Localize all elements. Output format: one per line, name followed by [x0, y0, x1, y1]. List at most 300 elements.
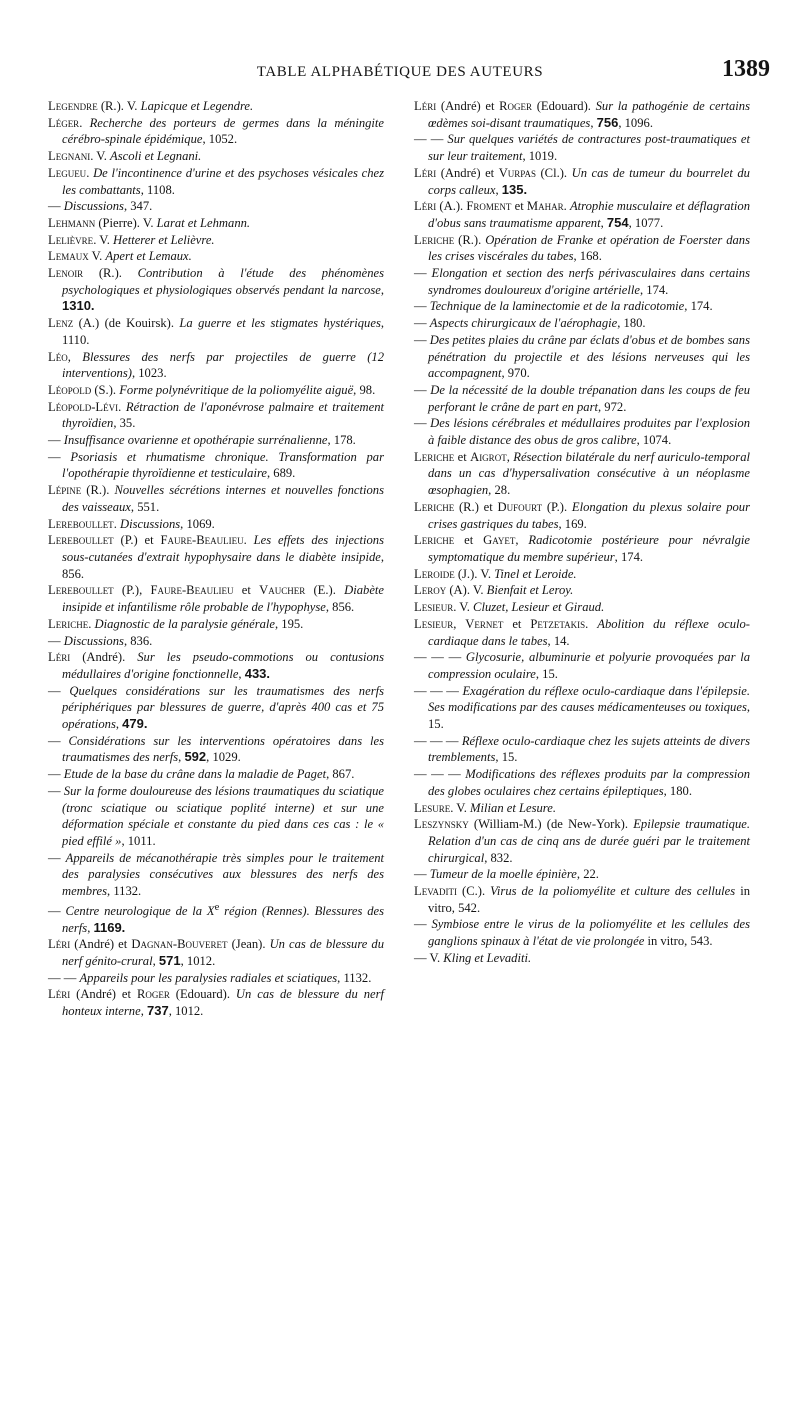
- entry-text: — —: [48, 970, 80, 985]
- index-entry: [414, 165, 750, 198]
- page-reference: 433.: [244, 665, 271, 681]
- author-name: Léri: [414, 99, 437, 113]
- index-entry: [414, 599, 750, 616]
- author-name: Léopold: [48, 382, 92, 397]
- entry-text: ,: [87, 920, 94, 935]
- index-entry: [414, 499, 750, 532]
- index-entry: [414, 800, 750, 817]
- entry-text: (C.).: [457, 884, 491, 899]
- index-entry: [48, 148, 384, 165]
- entry-title: Les effets des injections sous-cutanées d'extrait hypophysaire dans le diabète insipide: [62, 533, 385, 564]
- entry-text: —: [414, 299, 430, 314]
- index-entry: [414, 532, 750, 565]
- entry-text: —: [414, 416, 431, 431]
- author-name: Vaucher: [259, 583, 306, 598]
- index-entry: [48, 783, 384, 850]
- entry-title: Milian et Lesure.: [470, 800, 556, 815]
- author-name: Lehmann: [48, 215, 96, 230]
- entry-text: (E.).: [305, 583, 345, 598]
- entry-text: —: [48, 449, 71, 464]
- entry-title: Insuffisance ovarienne et opothérapie surrénalienne: [63, 433, 328, 448]
- index-entry: [414, 265, 750, 298]
- entry-title: Technique de la laminectomie et de la radicotomie: [429, 299, 685, 314]
- superscript: e: [214, 901, 220, 913]
- entry-text: ,: [67, 349, 83, 364]
- entry-text: ,: [238, 666, 245, 681]
- entry-text: , 856.: [62, 549, 384, 581]
- entry-title: Psoriasis et rhumatisme chronique. Transformation par l'opothérapie thyroïdienne et testiculaire: [62, 449, 384, 481]
- page-reference: 754: [606, 214, 629, 230]
- index-entry: [48, 215, 384, 232]
- entry-title: Aspects chirurgicaux de l'aérophagie: [429, 316, 618, 331]
- index-entry: [414, 332, 750, 382]
- entry-text: in vitro, 543.: [644, 934, 713, 949]
- entry-text: —: [48, 733, 69, 748]
- entry-text: —: [414, 867, 430, 882]
- entry-title: Rétraction de l'aponévrose palmaire et traitement thyroïdien: [62, 399, 384, 431]
- entry-text: —: [48, 783, 64, 798]
- author-name: Léger: [48, 115, 80, 130]
- index-entry: [414, 415, 750, 448]
- entry-text: ,: [140, 1004, 147, 1019]
- index-entry: [48, 165, 384, 198]
- entry-title: Un cas de tumeur du bourrelet du corps calleux: [428, 165, 750, 197]
- author-name: Legueu: [48, 165, 87, 180]
- entry-text: , 1011.: [121, 833, 156, 848]
- entry-text: , 180.: [617, 316, 646, 331]
- entry-text: (Jean).: [227, 937, 270, 952]
- index-entry: [48, 683, 384, 733]
- entry-text: .: [86, 165, 94, 180]
- index-entry: [414, 98, 750, 131]
- entry-text: , 1023.: [131, 366, 167, 381]
- index-entry: [48, 382, 384, 399]
- entry-text: (Cl.).: [535, 165, 572, 180]
- entry-text: . V.: [90, 149, 111, 164]
- entry-title: Tumeur de la moelle épinière: [429, 867, 577, 882]
- entry-text: , 551.: [130, 499, 160, 514]
- entry-text: ,: [600, 215, 607, 230]
- entry-title: Bienfait et Leroy.: [486, 583, 574, 598]
- author-name: Petzetakis: [530, 616, 586, 631]
- entry-text: —: [414, 316, 430, 331]
- author-name: Léri: [48, 987, 71, 1002]
- entry-text: , 1069.: [180, 516, 215, 531]
- author-name: Léri: [414, 165, 437, 180]
- index-entry: [414, 616, 750, 649]
- entry-text: , 1096.: [618, 115, 653, 130]
- entry-text: —: [414, 917, 432, 932]
- author-name: Leszynsky: [414, 817, 469, 832]
- entry-text: .: [88, 616, 95, 631]
- entry-title: La guerre et les stigmates hystériques: [179, 316, 381, 331]
- entry-title: Centre neurologique de la X: [65, 903, 215, 918]
- entry-title: Cluzet, Lesieur et Giraud.: [473, 600, 605, 615]
- entry-text: ,: [453, 616, 466, 631]
- index-entry: [48, 766, 384, 783]
- entry-title: Discussions: [119, 516, 181, 531]
- author-name: Gayet: [483, 533, 516, 548]
- entry-title: Symbiose entre le virus de la poliomyélite et les cellules des ganglions spinaux à l'état de vie prolongée: [428, 917, 750, 949]
- author-name: Froment: [466, 199, 512, 214]
- entry-title: Kling et Levaditi.: [443, 950, 532, 965]
- left-column: [48, 98, 384, 1020]
- entry-text: (A). V.: [446, 583, 487, 598]
- entry-title: Abolition du réflexe oculo-cardiaque dans le tabes: [428, 616, 750, 648]
- author-name: Faure-Beaulieu: [160, 533, 244, 548]
- entry-text: , 836.: [123, 633, 153, 648]
- entry-title: Blessures des nerfs par projectiles de guerre (12 interventions): [62, 349, 384, 381]
- author-name: Leriche: [414, 533, 455, 548]
- author-name: Lereboullet: [48, 583, 114, 598]
- entry-text: et: [454, 533, 484, 548]
- index-entry: [48, 248, 384, 265]
- author-name: Léopold-Lévi: [48, 399, 119, 414]
- entry-text: — —: [414, 132, 448, 147]
- author-name: Lenoir: [48, 266, 84, 281]
- page-reference: 756: [596, 114, 619, 130]
- author-name: Roger: [136, 987, 170, 1002]
- index-entry: [414, 683, 750, 733]
- entry-text: .: [243, 533, 254, 548]
- entry-text: —: [48, 903, 66, 918]
- author-name: Aigrot: [470, 449, 507, 464]
- entry-title: Elongation et section des nerfs périvasculaires dans certains syndromes douloureux d'origine artérielle: [428, 266, 750, 297]
- entry-title: Résection bilatérale du nerf auriculo-temporal dans un cas d'hypersalivation consécutive à un néoplasme œsophagien: [428, 449, 750, 498]
- entry-text: . V.: [450, 800, 471, 815]
- entry-text: , 15.: [535, 666, 558, 681]
- entry-text: — V.: [414, 950, 444, 965]
- entry-text: (S.).: [91, 382, 120, 397]
- entry-text: — — —: [414, 767, 466, 782]
- entry-text: (André).: [70, 650, 138, 665]
- entry-text: (Edouard).: [532, 99, 596, 113]
- page-reference: 1310.: [62, 298, 95, 314]
- entry-title: Modifications des réflexes produits par la compression des globes oculaires chez certains épileptiques: [428, 767, 750, 798]
- entry-text: —: [414, 266, 432, 281]
- entry-text: —: [48, 683, 70, 698]
- index-entry: [48, 616, 384, 633]
- entry-text: et: [233, 583, 260, 598]
- entry-title: Recherche des porteurs de germes dans la méningite cérébro-spinale épidémique: [62, 115, 385, 147]
- index-entry: [48, 198, 384, 215]
- author-name: Léo: [48, 349, 68, 364]
- entry-text: , 1110.: [62, 316, 384, 347]
- entry-title: Diabète insipide et infantilisme rôle probable de l'hypophyse: [62, 583, 384, 615]
- author-name: Faure-Beaulieu: [150, 583, 234, 598]
- entry-text: , 174.: [614, 549, 644, 564]
- entry-text: V.: [88, 249, 106, 264]
- entry-text: , 14.: [547, 633, 570, 648]
- entry-text: (P.).: [542, 499, 572, 514]
- entry-text: , 22.: [576, 867, 599, 882]
- entry-title: Sur quelques variétés de contractures post-traumatiques et sur leur traitement: [428, 132, 750, 164]
- entry-title: Contribution à l'étude des phénomènes psychologiques et physiologiques observés pendant la narcose: [62, 266, 384, 297]
- entry-text: , 1074.: [636, 433, 672, 448]
- entry-title: Des lésions cérébrales et médullaires produites par l'explosion à faible distance des obus de gros calibre: [428, 416, 750, 448]
- running-title: TABLE ALPHABÉTIQUE DES AUTEURS: [256, 64, 544, 80]
- entry-text: ,: [590, 115, 597, 130]
- index-entry: [48, 733, 384, 766]
- entry-text: —: [48, 767, 64, 782]
- index-entry: [414, 382, 750, 415]
- index-entry: [48, 633, 384, 650]
- entry-title: Hetterer et Lelièvre.: [113, 232, 215, 247]
- page-reference: 737: [146, 1003, 169, 1019]
- entry-text: (William-M.) (de New-York).: [468, 817, 634, 832]
- entry-text: (André) et: [70, 987, 137, 1002]
- author-name: Lépine: [48, 483, 82, 498]
- author-name: Leriche: [414, 449, 455, 464]
- entry-title: Sur la pathogénie de certains œdèmes soi-disant traumatiques: [428, 99, 750, 130]
- index-entry: [48, 399, 384, 432]
- index-entry: [48, 986, 384, 1019]
- entry-title: région (Rennes). Blessures des nerfs: [62, 903, 385, 935]
- entry-text: — — —: [414, 683, 463, 698]
- index-entry: [48, 582, 384, 615]
- entry-text: —: [48, 199, 64, 214]
- author-name: Vurpas: [498, 165, 536, 180]
- author-name: Legnani: [48, 149, 91, 164]
- entry-text: (Pierre). V.: [95, 215, 157, 230]
- entry-text: (R.).: [83, 266, 138, 281]
- entry-title: Discussions: [63, 199, 124, 214]
- entry-text: et: [454, 449, 471, 464]
- index-entry: [414, 816, 750, 866]
- author-name: Leroide: [414, 566, 455, 581]
- index-entry: [414, 950, 750, 967]
- entry-title: Tinel et Leroide.: [494, 566, 577, 581]
- index-entry: [48, 115, 384, 148]
- index-entry: [414, 766, 750, 799]
- author-name: Lesieur: [414, 616, 454, 631]
- entry-text: , 970.: [501, 366, 530, 381]
- entry-text: (P.),: [113, 583, 151, 598]
- entry-text: , 35.: [113, 416, 136, 431]
- page-reference: 479.: [122, 716, 148, 732]
- entry-text: in vitro, 542.: [428, 884, 750, 915]
- entry-title: Quelques considérations sur les traumatismes des nerfs périphériques par blessures de guerre, d'après 400 cas et 75 opérations: [62, 683, 384, 732]
- entry-title: Un cas de blessure du nerf honteux interne: [62, 987, 384, 1019]
- index-entry: [48, 532, 384, 582]
- author-name: Léri: [48, 650, 71, 665]
- entry-title: Discussions: [63, 633, 124, 648]
- entry-text: , 689.: [266, 466, 296, 481]
- index-entry: [48, 315, 384, 348]
- entry-text: (André) et: [436, 165, 499, 180]
- entry-text: , 1132.: [107, 884, 142, 899]
- entry-title: De la nécessité de la double trépanation dans les coups de feu perforant le crâne de part en part: [428, 382, 751, 414]
- entry-text: (R.) et: [454, 499, 498, 514]
- entry-text: , 98.: [353, 382, 376, 397]
- page-reference: 571: [158, 953, 181, 969]
- entry-text: .: [585, 616, 598, 631]
- entry-text: —: [414, 382, 431, 397]
- page-reference: 592: [184, 749, 207, 765]
- entry-text: ,: [515, 533, 529, 548]
- index-entry: [414, 916, 750, 949]
- author-name: Lemaux: [48, 249, 89, 264]
- entry-text: (P.) et: [113, 533, 161, 548]
- entry-title: Lapicque et Legendre.: [140, 99, 254, 113]
- author-name: Lenz: [48, 316, 74, 331]
- entry-title: Des petites plaies du crâne par éclats d'obus et de bombes sans pénétration du projectile et des lésions nerveuses qui les accompagnent: [428, 332, 750, 381]
- entry-text: (A.) (de Kouirsk).: [73, 316, 180, 331]
- entry-text: , 180.: [663, 783, 692, 798]
- author-name: Legendre: [48, 99, 98, 113]
- index-entry: [48, 432, 384, 449]
- author-name: Lesieur: [414, 600, 454, 615]
- entry-text: (J.). V.: [454, 566, 495, 581]
- entry-text: , 972.: [598, 399, 627, 414]
- index-entry: [414, 198, 750, 231]
- entry-text: , 1108.: [140, 182, 175, 197]
- page-header: [30, 56, 770, 90]
- index-entry: [414, 883, 750, 916]
- entry-text: , 28.: [488, 483, 511, 498]
- entry-text: , 1012.: [180, 954, 216, 969]
- entry-title: Etude de la base du crâne dans la maladie de Paget: [63, 767, 327, 782]
- entry-title: Apert et Lemaux.: [105, 249, 192, 264]
- entry-text: , 347.: [123, 199, 153, 214]
- entry-text: . V.: [453, 600, 474, 615]
- entry-text: , 1012.: [168, 1004, 204, 1019]
- right-column: [414, 98, 750, 967]
- author-name: Leriche: [414, 232, 455, 247]
- entry-title: Appareils pour les paralysies radiales et sciatiques: [79, 970, 338, 985]
- page-number: 1389: [722, 56, 770, 82]
- entry-text: , 867.: [326, 767, 355, 782]
- entry-text: (A.).: [436, 199, 467, 214]
- author-name: Levaditi: [414, 884, 458, 899]
- entry-text: , 168.: [573, 249, 602, 264]
- index-entry: [48, 98, 384, 115]
- entry-text: ,: [380, 282, 384, 297]
- entry-text: —: [414, 332, 430, 347]
- index-entry: [414, 315, 750, 332]
- entry-title: Atrophie musculaire et déflagration d'obus sans traumatisme apparent: [428, 199, 751, 230]
- entry-text: , 832.: [484, 850, 513, 865]
- index-entry: [48, 936, 384, 969]
- entry-text: , 1029.: [206, 750, 241, 765]
- author-name: Roger: [499, 99, 533, 113]
- entry-text: , 1019.: [522, 149, 558, 164]
- entry-text: .: [118, 399, 126, 414]
- index-entry: [48, 516, 384, 533]
- page-reference: 135.: [501, 181, 528, 197]
- entry-text: ,: [506, 449, 514, 464]
- index-entry: [414, 449, 750, 499]
- index-entry: [48, 349, 384, 382]
- index-entry: [414, 649, 750, 682]
- index-entry: [48, 850, 384, 900]
- entry-text: ,: [178, 750, 185, 765]
- author-name: Léri: [48, 937, 71, 952]
- index-entry: [48, 482, 384, 515]
- entry-title: Epilepsie traumatique. Relation d'un cas de cinq ans de durée guéri par le traitement chirurgical: [428, 817, 750, 865]
- entry-title: Ascoli et Legnani.: [110, 149, 202, 164]
- index-entry: [48, 449, 384, 482]
- entry-title: Radicotomie postérieure pour névralgie symptomatique du membre supérieur: [428, 533, 750, 564]
- index-entry: [48, 232, 384, 249]
- entry-text: et: [503, 616, 531, 631]
- entry-text: .: [113, 516, 120, 531]
- author-name: Dagnan-Bouveret: [131, 937, 228, 952]
- entry-title: Opération de Franke et opération de Foerster dans les crises viscérales du tabes: [428, 232, 750, 264]
- entry-text: , 178.: [327, 433, 356, 448]
- author-name: Lesure: [414, 800, 451, 815]
- author-name: Léri: [414, 199, 437, 214]
- entry-text: —: [48, 633, 64, 648]
- entry-text: .: [79, 115, 90, 130]
- entry-text: .: [563, 199, 570, 214]
- author-name: Leroy: [414, 583, 447, 598]
- author-name: Lereboullet: [48, 533, 114, 548]
- entry-title: Un cas de blessure du nerf génito-crural: [62, 937, 384, 969]
- entry-text: — — —: [414, 650, 466, 665]
- entry-text: — — —: [414, 733, 462, 748]
- index-entry: [414, 866, 750, 883]
- entry-title: Elongation du plexus solaire pour crises gastriques du tabes: [428, 499, 750, 531]
- entry-text: , 174.: [684, 299, 713, 314]
- index-entry: [48, 900, 384, 937]
- index-entry: [48, 265, 384, 315]
- author-name: Dufourt: [497, 499, 543, 514]
- entry-text: , 1052.: [202, 132, 238, 147]
- entry-text: , 1077.: [628, 215, 664, 230]
- entry-title: Réflexe oculo-cardiaque chez les sujets atteints de divers tremblements: [428, 733, 750, 765]
- entry-text: , 15.: [428, 700, 750, 732]
- entry-text: , 856.: [325, 600, 355, 615]
- entry-title: Larat et Lehmann.: [156, 215, 251, 230]
- entry-title: Sur les pseudo-commotions ou contusions médullaires d'origine fonctionnelle: [62, 650, 384, 681]
- entry-text: , 169.: [558, 516, 587, 531]
- entry-title: Exagération du réflexe oculo-cardiaque dans l'épilepsie. Ses modifications par des causes médicamenteuses ou toxiques: [428, 683, 750, 715]
- entry-title: Considérations sur les interventions opératoires dans les traumatismes des nerfs: [62, 733, 384, 765]
- entry-text: (Edouard).: [169, 987, 236, 1002]
- index-entry: [414, 566, 750, 583]
- entry-text: (André) et: [70, 937, 132, 952]
- index-entry: [414, 131, 750, 164]
- entry-text: ,: [152, 954, 159, 969]
- page-reference: 1169.: [93, 919, 126, 935]
- index-entry: [48, 970, 384, 987]
- author-name: Leriche: [414, 499, 455, 514]
- index-entry: [414, 232, 750, 265]
- author-name: Leriche: [48, 616, 89, 631]
- entry-text: (R.). V.: [97, 99, 141, 113]
- entry-text: (R.).: [81, 483, 115, 498]
- author-name: Lelièvre: [48, 232, 94, 247]
- index-entry: [414, 733, 750, 766]
- entry-text: . V.: [93, 232, 114, 247]
- entry-text: ,: [495, 182, 502, 197]
- entry-title: Sur la forme douloureuse des lésions traumatiques du sciatique (tronc sciatique ou sciatique poplité interne) et sur une déformation spéciale et constante du pied dans ces cas : le « pied effilé »: [62, 783, 384, 848]
- entry-text: , 195.: [274, 616, 304, 631]
- entry-title: Diagnostic de la paralysie générale: [94, 616, 275, 631]
- entry-text: (R.).: [454, 232, 486, 247]
- index-entry: [414, 298, 750, 315]
- index-entry: [414, 582, 750, 599]
- entry-title: Glycosurie, albuminurie et polyurie provoquées par la compression oculaire: [428, 650, 750, 681]
- entry-text: , 1132.: [337, 970, 372, 985]
- entry-text: —: [48, 433, 64, 448]
- entry-title: De l'incontinence d'urine et des psychoses vésicales chez les combattants: [62, 165, 384, 197]
- entry-text: , 174.: [639, 282, 669, 297]
- entry-title: Appareils de mécanothérapie très simples pour le traitement des paralysies consécutives aux blessures des nerfs des membres: [62, 850, 384, 899]
- author-name: Vernet: [465, 616, 504, 631]
- entry-text: (André) et: [436, 99, 500, 113]
